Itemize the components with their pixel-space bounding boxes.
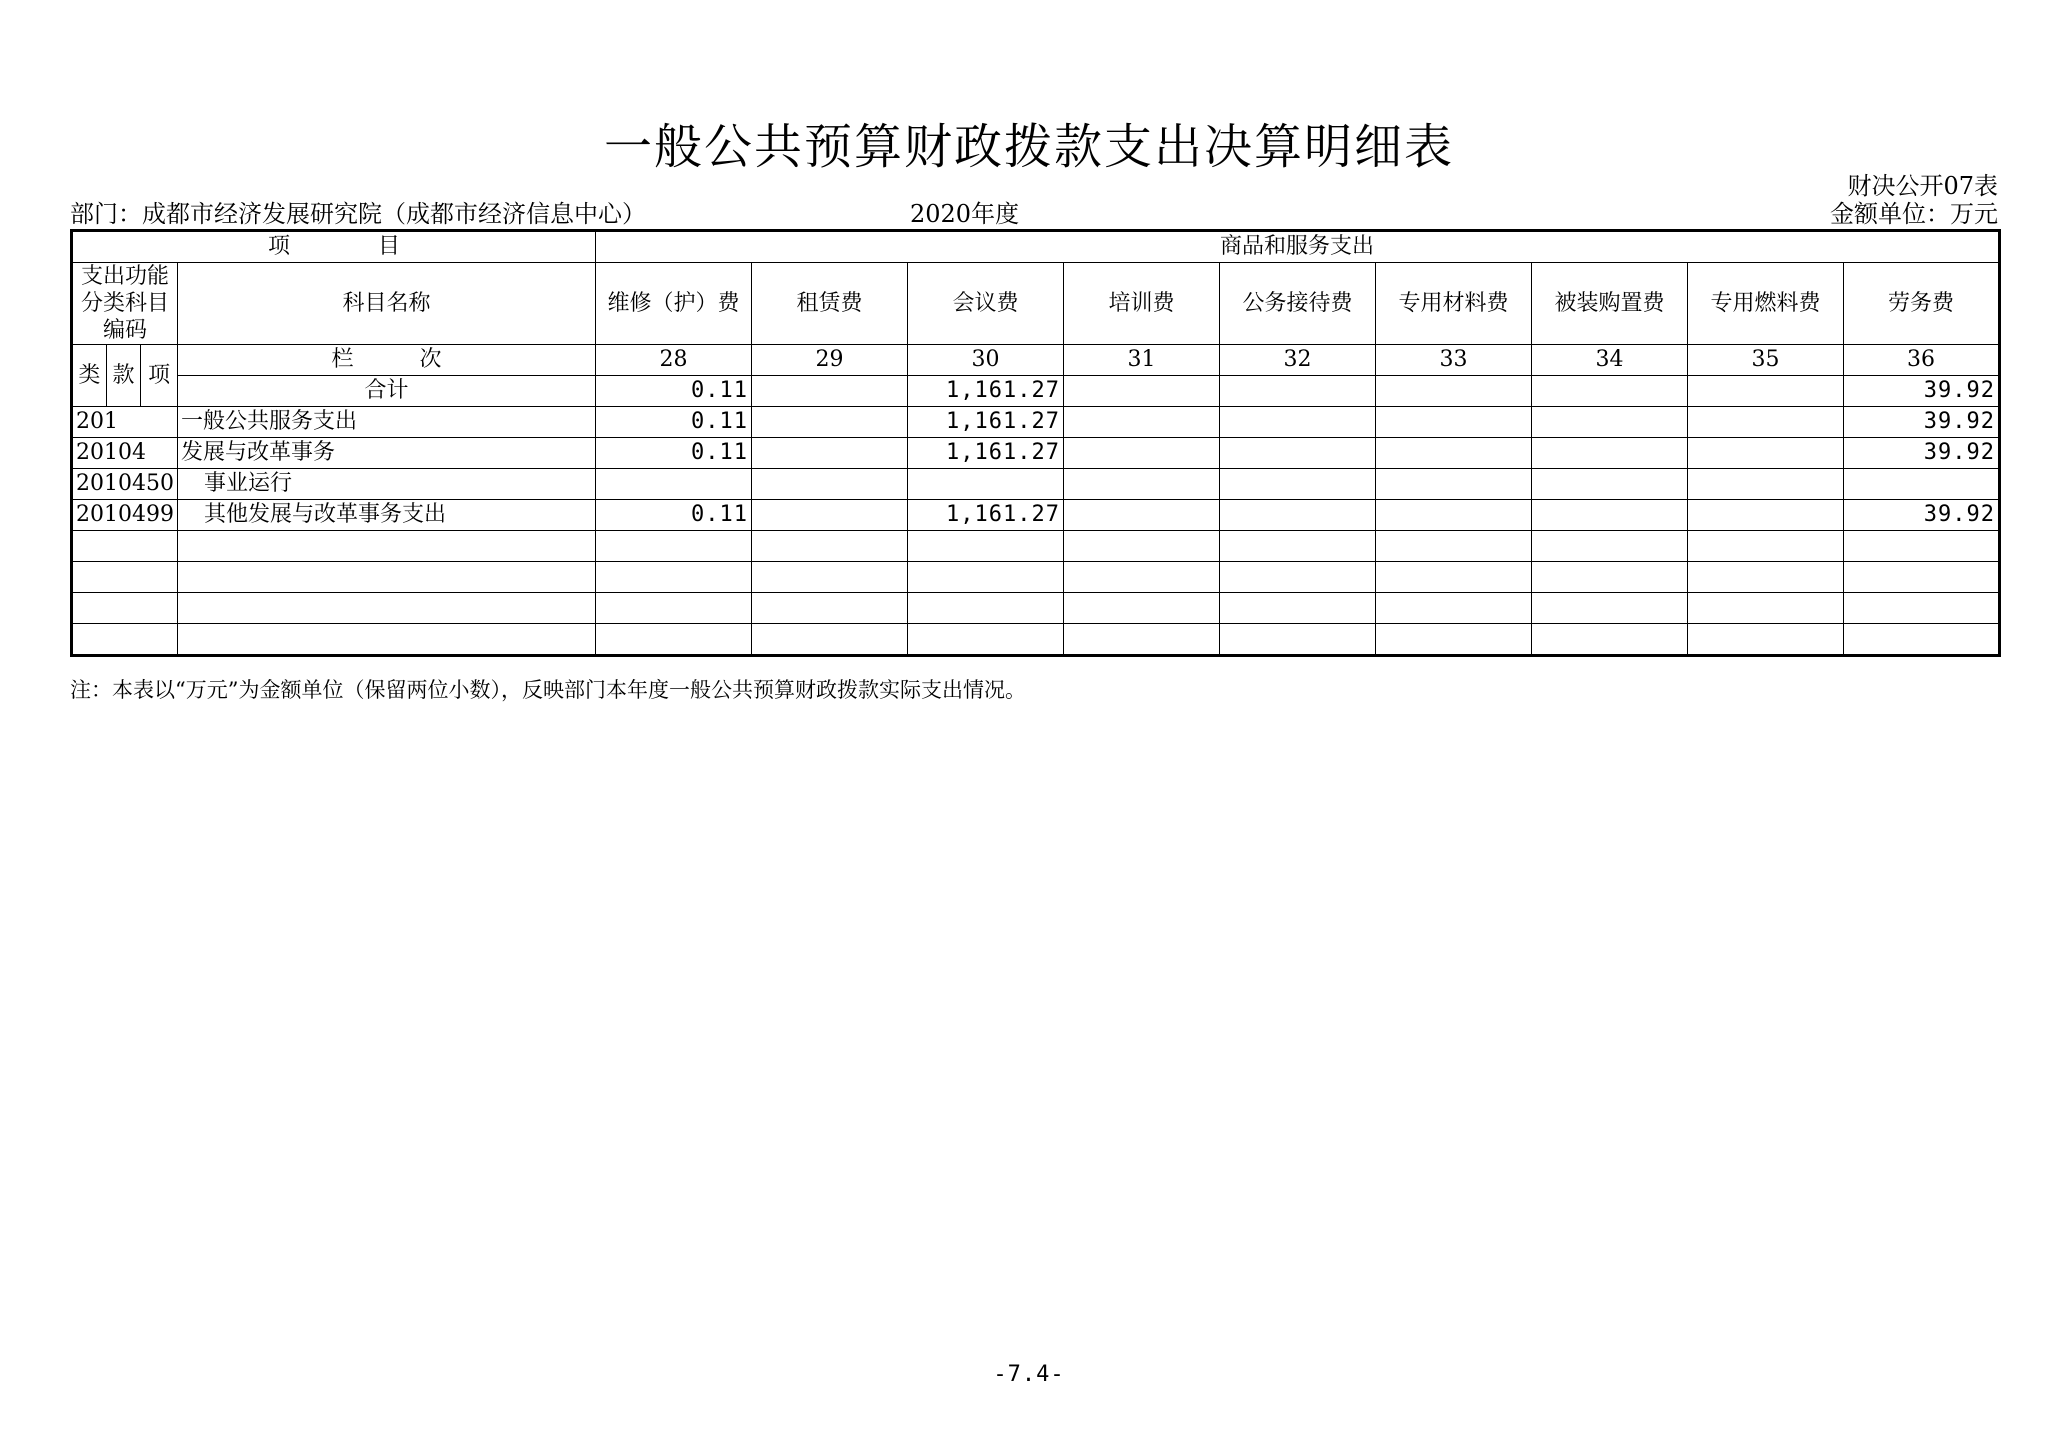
- blank-cell: [1687, 562, 1843, 593]
- col-header: 维修（护）费: [595, 263, 751, 345]
- blank-cell: [1375, 593, 1531, 624]
- blank-cell: [1375, 562, 1531, 593]
- blank-cell: [1219, 624, 1375, 656]
- row-value: [1063, 438, 1219, 469]
- project-header: 项 目: [72, 231, 596, 263]
- lane-number: 34: [1531, 345, 1687, 376]
- row-value: [1375, 438, 1531, 469]
- row-value: [1063, 500, 1219, 531]
- expense-detail-table: [70, 229, 2001, 657]
- blank-cell: [907, 593, 1063, 624]
- row-value: [1687, 438, 1843, 469]
- table-row: [72, 407, 2000, 438]
- row-value: [751, 407, 907, 438]
- row-name: 其他发展与改革事务支出: [177, 500, 595, 531]
- total-cell: [1375, 376, 1531, 407]
- blank-cell: [1063, 593, 1219, 624]
- row-value: [1843, 469, 1999, 500]
- row-value: 0.11: [595, 500, 751, 531]
- blank-cell: [1687, 624, 1843, 656]
- blank-cell: [1843, 593, 1999, 624]
- row-code: 20104: [72, 438, 178, 469]
- total-cell: [1063, 376, 1219, 407]
- blank-cell: [1531, 531, 1687, 562]
- blank-row: [72, 562, 2000, 593]
- blank-cell: [1219, 562, 1375, 593]
- row-value: 1,161.27: [907, 438, 1063, 469]
- page-number: -7.4-: [993, 1362, 1065, 1387]
- lane-label: 栏 次: [177, 345, 595, 376]
- amount-unit: 金额单位：万元: [1830, 200, 1998, 228]
- blank-cell: [907, 531, 1063, 562]
- blank-cell: [1219, 531, 1375, 562]
- blank-cell: [1687, 531, 1843, 562]
- row-value: [751, 438, 907, 469]
- form-number: 财决公开07表: [1847, 172, 1998, 200]
- blank-cell: [1063, 531, 1219, 562]
- lane-number: 36: [1843, 345, 1999, 376]
- page-title: 一般公共预算财政拨款支出决算明细表: [603, 119, 1454, 175]
- row-value: [1687, 500, 1843, 531]
- blank-cell: [595, 562, 751, 593]
- row-value: 39.92: [1843, 438, 1999, 469]
- total-cell: 1,161.27: [907, 376, 1063, 407]
- code-column-header: 支出功能分类科目编码: [72, 263, 178, 345]
- table-row: [72, 469, 2000, 500]
- col-header: 公务接待费: [1219, 263, 1375, 345]
- row-value: [595, 469, 751, 500]
- blank-cell: [1375, 624, 1531, 656]
- total-cell: [1531, 376, 1687, 407]
- col-header: 劳务费: [1843, 263, 1999, 345]
- row-value: [751, 500, 907, 531]
- blank-cell: [72, 562, 178, 593]
- lane-number: 30: [907, 345, 1063, 376]
- row-value: 1,161.27: [907, 407, 1063, 438]
- row-value: 0.11: [595, 407, 751, 438]
- blank-cell: [1063, 562, 1219, 593]
- row-value: [1219, 438, 1375, 469]
- lei-header: 类: [72, 345, 107, 407]
- blank-cell: [751, 624, 907, 656]
- name-column-header: 科目名称: [177, 263, 595, 345]
- kuan-header: 款: [106, 345, 141, 407]
- total-label: 合计: [177, 376, 595, 407]
- blank-cell: [72, 624, 178, 656]
- col-header: 被装购置费: [1531, 263, 1687, 345]
- blank-cell: [1687, 593, 1843, 624]
- row-value: [1687, 469, 1843, 500]
- row-value: [1531, 407, 1687, 438]
- department-label: 部门：成都市经济发展研究院（成都市经济信息中心）: [70, 200, 646, 228]
- blank-cell: [1531, 562, 1687, 593]
- blank-cell: [177, 624, 595, 656]
- table-row: [72, 500, 2000, 531]
- col-header: 专用材料费: [1375, 263, 1531, 345]
- row-code: 2010499: [72, 500, 178, 531]
- blank-cell: [595, 593, 751, 624]
- col-header: 专用燃料费: [1687, 263, 1843, 345]
- blank-row: [72, 593, 2000, 624]
- lane-number: 33: [1375, 345, 1531, 376]
- total-cell: [751, 376, 907, 407]
- row-value: [1063, 407, 1219, 438]
- row-name: 发展与改革事务: [177, 438, 595, 469]
- blank-cell: [1843, 531, 1999, 562]
- row-code: 201: [72, 407, 178, 438]
- total-cell: [1219, 376, 1375, 407]
- col-header: 会议费: [907, 263, 1063, 345]
- row-value: [1531, 500, 1687, 531]
- row-value: [1219, 500, 1375, 531]
- blank-cell: [907, 562, 1063, 593]
- header-row-group: [72, 231, 2000, 263]
- blank-cell: [72, 593, 178, 624]
- blank-cell: [1843, 624, 1999, 656]
- blank-cell: [1063, 624, 1219, 656]
- lane-number: 32: [1219, 345, 1375, 376]
- row-value: [1531, 438, 1687, 469]
- row-value: [1219, 407, 1375, 438]
- header-row-columns: [72, 263, 2000, 345]
- blank-cell: [751, 531, 907, 562]
- row-code: 2010450: [72, 469, 178, 500]
- col-header: 租赁费: [751, 263, 907, 345]
- total-row: [72, 376, 2000, 407]
- col-header: 培训费: [1063, 263, 1219, 345]
- blank-cell: [595, 531, 751, 562]
- row-value: 39.92: [1843, 407, 1999, 438]
- row-value: [1219, 469, 1375, 500]
- blank-row: [72, 624, 2000, 656]
- row-value: [1687, 407, 1843, 438]
- row-value: [1375, 500, 1531, 531]
- row-name: 事业运行: [177, 469, 595, 500]
- blank-cell: [177, 562, 595, 593]
- lane-number: 31: [1063, 345, 1219, 376]
- row-value: [907, 469, 1063, 500]
- blank-cell: [907, 624, 1063, 656]
- total-cell: [1687, 376, 1843, 407]
- lane-number: 28: [595, 345, 751, 376]
- blank-cell: [1531, 593, 1687, 624]
- lane-number: 29: [751, 345, 907, 376]
- row-name: 一般公共服务支出: [177, 407, 595, 438]
- blank-cell: [177, 531, 595, 562]
- row-value: 39.92: [1843, 500, 1999, 531]
- blank-row: [72, 531, 2000, 562]
- row-value: [1375, 407, 1531, 438]
- blank-cell: [1375, 531, 1531, 562]
- fiscal-year: 2020年度: [910, 200, 1020, 228]
- blank-cell: [1219, 593, 1375, 624]
- lane-row: [72, 345, 2000, 376]
- row-value: 1,161.27: [907, 500, 1063, 531]
- blank-cell: [751, 562, 907, 593]
- total-cell: 0.11: [595, 376, 751, 407]
- lane-number: 35: [1687, 345, 1843, 376]
- blank-cell: [595, 624, 751, 656]
- row-value: [751, 469, 907, 500]
- blank-cell: [751, 593, 907, 624]
- row-value: [1063, 469, 1219, 500]
- goods-services-header: 商品和服务支出: [595, 231, 1999, 263]
- row-value: [1375, 469, 1531, 500]
- xiang-header: 项: [141, 345, 178, 407]
- blank-cell: [1843, 562, 1999, 593]
- row-value: 0.11: [595, 438, 751, 469]
- blank-cell: [177, 593, 595, 624]
- table-row: [72, 438, 2000, 469]
- blank-cell: [1531, 624, 1687, 656]
- footnote: 注：本表以“万元”为金额单位（保留两位小数），反映部门本年度一般公共预算财政拨款实际支出情况。: [70, 678, 1026, 702]
- blank-cell: [72, 531, 178, 562]
- total-cell: 39.92: [1843, 376, 1999, 407]
- row-value: [1531, 469, 1687, 500]
